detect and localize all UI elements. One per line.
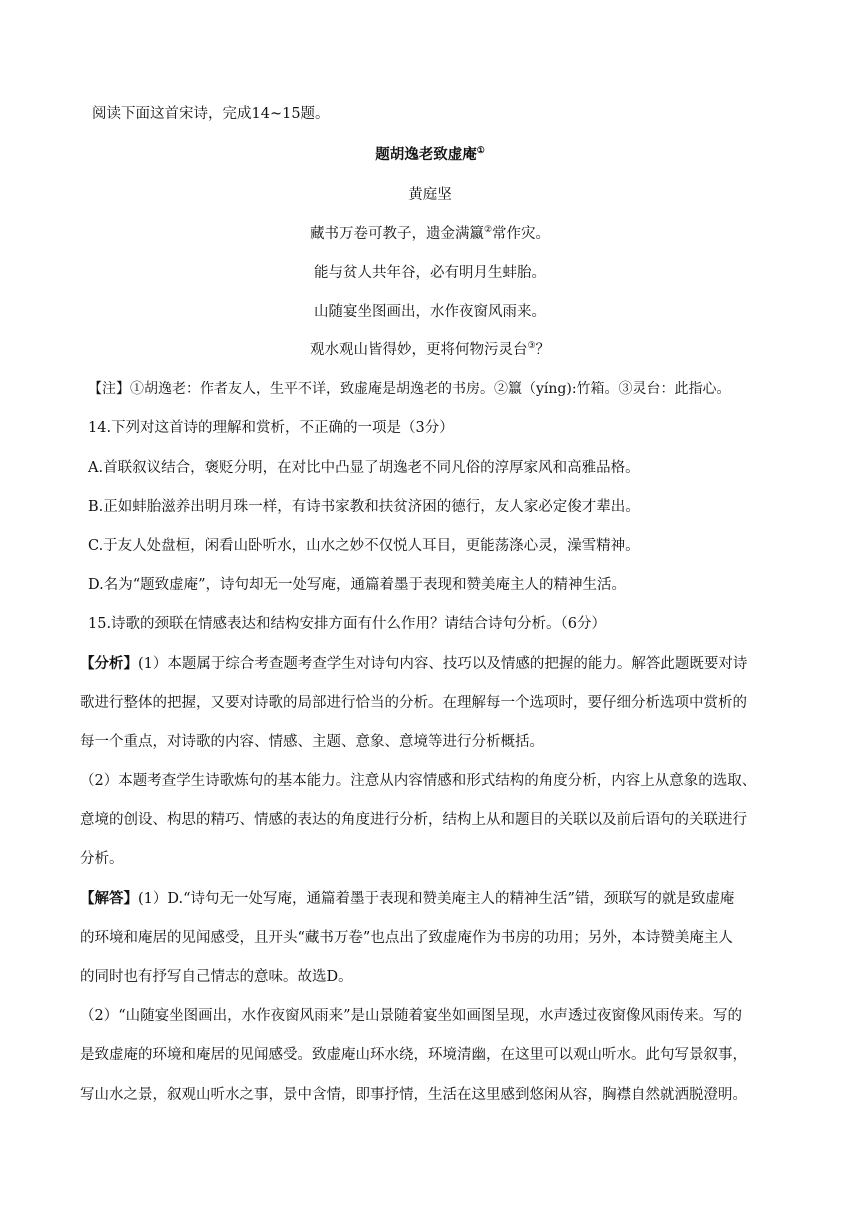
analysis-p1-line-1: (1）本题属于综合考查题考查学生对诗句内容、技巧以及情感的把握的能力。解答此题既要对诗 xyxy=(138,656,748,672)
answer-p2-line-3: 写山水之景，叙观山听水之事，景中含情，即事抒情，生活在这里感到悠闲从容，胸襟自然就洒脱澄明。 xyxy=(80,1087,747,1103)
intro-text: 阅读下面这首宋诗，完成14~15题。 xyxy=(92,106,330,122)
answer-p1-line-1: (1）D.“诗句无一处写庵，通篇着墨于表现和赞美庵主人的精神生活”错，颈联写的就是致虚庵 xyxy=(138,891,735,907)
q14-option-b: B.正如蚌胎滋养出明月珠一样，有诗书家教和扶贫济困的德行，友人家必定俊才辈出。 xyxy=(88,499,640,515)
poem-line-3-a: 山随宴坐图画出，水作夜窗风雨来。 xyxy=(314,304,546,320)
analysis-p2-line-3: 分析。 xyxy=(80,851,124,867)
q15-stem: 15.诗歌的颈联在情感表达和结构安排方面有什么作用？请结合诗句分析。（6分） xyxy=(88,616,607,632)
poem-title-note: ① xyxy=(476,146,485,157)
poem-line-4 xyxy=(0,340,860,360)
poem-line-1-note: ② xyxy=(483,225,493,236)
answer-p1-line-3: 的同时也有抒写自己情志的意味。故选D。 xyxy=(80,969,353,985)
poem-line-4-note: ③ xyxy=(527,341,536,352)
poem-line-1 xyxy=(0,224,860,244)
poem-line-3 xyxy=(0,302,860,322)
analysis-p2-line-1: （2）本题考查学生诗歌炼句的基本能力。注意从内容情感和形式结构的角度分析，内容上从意象的选取、 xyxy=(80,773,757,789)
poem-line-2-a: 能与贫人共年谷，必有明月生蚌胎。 xyxy=(314,265,546,281)
poem-title-text: 题胡逸老致虚庵 xyxy=(375,146,477,163)
q14-option-c: C.于友人处盘桓，闲看山卧听水，山水之妙不仅悦人耳目，更能荡涤心灵，澡雪精神。 xyxy=(88,538,640,554)
poem-author: 黄庭坚 xyxy=(408,187,452,203)
poem-title xyxy=(0,145,860,165)
answer-p2-line-1: （2）“山随宴坐图画出，水作夜窗风雨来”是山景随着宴坐如画图呈现，水声透过夜窗像风雨传来。写的 xyxy=(80,1008,743,1024)
poem-line-1-b: 常作灾。 xyxy=(492,226,551,242)
analysis-p1-line-3: 每一个重点，对诗歌的内容、情感、主题、意象、意境等进行分析概括。 xyxy=(80,734,544,750)
q14-option-a: A.首联叙议结合，褒贬分明，在对比中凸显了胡逸老不同凡俗的淳厚家风和高雅品格。 xyxy=(88,460,640,476)
poem-line-1-a: 藏书万卷可教子，遗金满籝 xyxy=(309,226,484,242)
poem-line-4-a: 观水观山皆得妙，更将何物污灵台 xyxy=(309,342,528,358)
answer-p1-line-2: 的环境和庵居的见闻感受，且开头“藏书万卷”也点出了致虚庵作为书房的功用；另外，本诗赞美庵主人 xyxy=(80,930,733,946)
poem-line-4-b: ？ xyxy=(535,342,551,358)
poem-notes: 【注】①胡逸老：作者友人，生平不详，致虚庵是胡逸老的书房。②籝（yíng):竹箱。③灵台：此指心。 xyxy=(88,381,731,397)
analysis-tag: 【分析】 xyxy=(80,655,138,672)
q14-option-d: D.名为“题致虚庵”，诗句却无一处写庵，通篇着墨于表现和赞美庵主人的精神生活。 xyxy=(88,577,627,593)
poem-line-2 xyxy=(0,263,860,283)
answer-p2-line-2: 是致虚庵的环境和庵居的见闻感受。致虚庵山环水绕，环境清幽，在这里可以观山听水。此句写景叙事， xyxy=(80,1047,747,1063)
answer-tag: 【解答】 xyxy=(80,890,138,907)
analysis-line-1 xyxy=(80,654,747,674)
analysis-p2-line-2: 意境的创设、构思的精巧、情感的表达的角度进行分析，结构上从和题目的关联以及前后语句的关联进行 xyxy=(80,812,747,828)
analysis-p1-line-2: 歌进行整体的把握，又要对诗歌的局部进行恰当的分析。在理解每一个选项时，要仔细分析选项中赏析的 xyxy=(80,695,747,711)
answer-line-1 xyxy=(80,889,734,909)
q14-stem: 14.下列对这首诗的理解和赏析，不正确的一项是（3分） xyxy=(88,420,454,436)
